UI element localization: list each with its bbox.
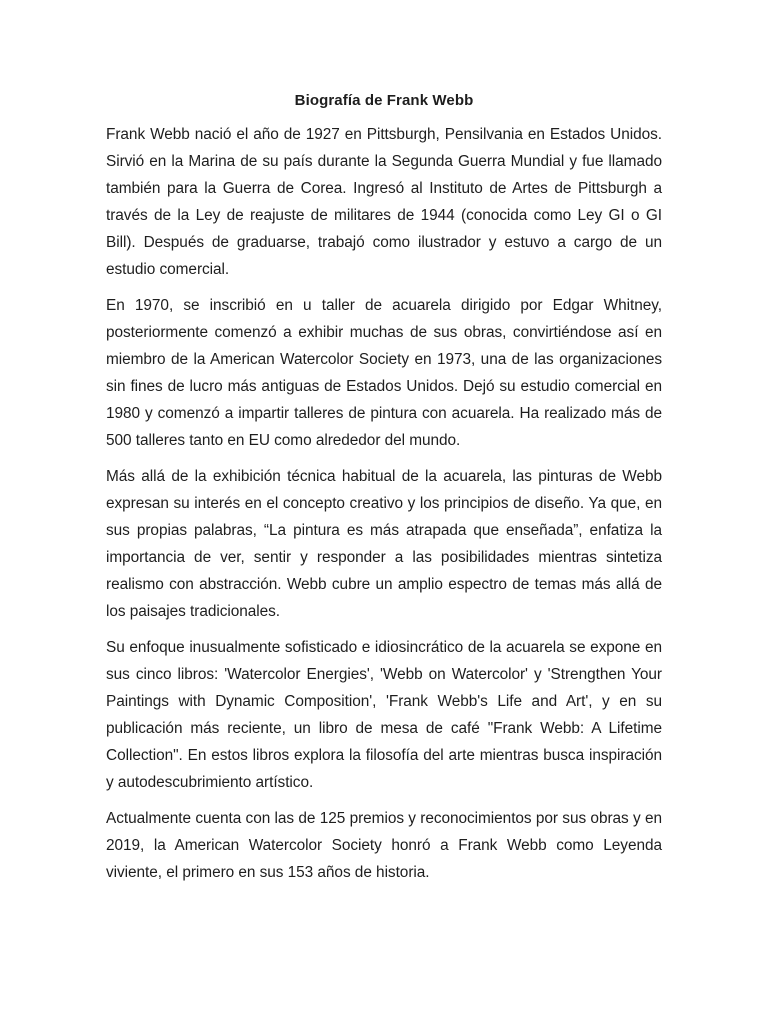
paragraph-birth-and-early-life: Frank Webb nació el año de 1927 en Pittsburgh, Pensilvania en Estados Unidos. Sirvió en la Marina de su país durante la Segunda Guerra Mundial y fue llamado también para la Guerra de Corea. Ingresó al Instituto de Artes de Pittsburgh a través de la Ley de reajuste de militares de 1944 (conocida como Ley GI o GI Bill). Después de graduarse, trabajó como ilustrador y estuvo a cargo de un estudio comercial. (106, 126, 662, 278)
document-title: Biografía de Frank Webb (294, 92, 474, 109)
paragraph-watercolor-career: En 1970, se inscribió en u taller de acuarela dirigido por Edgar Whitney, posteriormente comenzó a exhibir muchas de sus obras, convirtiéndose así en miembro de la American Watercolor Society en 1973, una de las organizaciones sin fines de lucro más antiguas de Estados Unidos. Dejó su estudio comercial en 1980 y comenzó a impartir talleres de pintura con acuarela. Ha realizado más de 500 talleres tanto en EU como alrededor del mundo. (106, 297, 662, 449)
paragraph-awards: Actualmente cuenta con las de 125 premios y reconocimientos por sus obras y en 2019, la American Watercolor Society honró a Frank Webb como Leyenda viviente, el primero en sus 153 años de historia. (106, 810, 662, 881)
document-body (106, 90, 662, 895)
paragraph-books: Su enfoque inusualmente sofisticado e idiosincrático de la acuarela se expone en sus cinco libros: 'Watercolor Energies', 'Webb on Watercolor' y 'Strengthen Your Paintings with Dynamic Composition', 'Frank Webb's Life and Art', y en su publicación más reciente, un libro de mesa de café "Frank Webb: A Lifetime Collection". En estos libros explora la filosofía del arte mientras busca inspiración y autodescubrimiento artístico. (106, 639, 662, 791)
paragraph-artistic-style: Más allá de la exhibición técnica habitual de la acuarela, las pinturas de Webb expresan su interés en el concepto creativo y los principios de diseño. Ya que, en sus propias palabras, “La pintura es más atrapada que enseñada”, enfatiza la importancia de ver, sentir y responder a las posibilidades mientras sintetiza realismo con abstracción. Webb cubre un amplio espectro de temas más allá de los paisajes tradicionales. (106, 468, 662, 620)
